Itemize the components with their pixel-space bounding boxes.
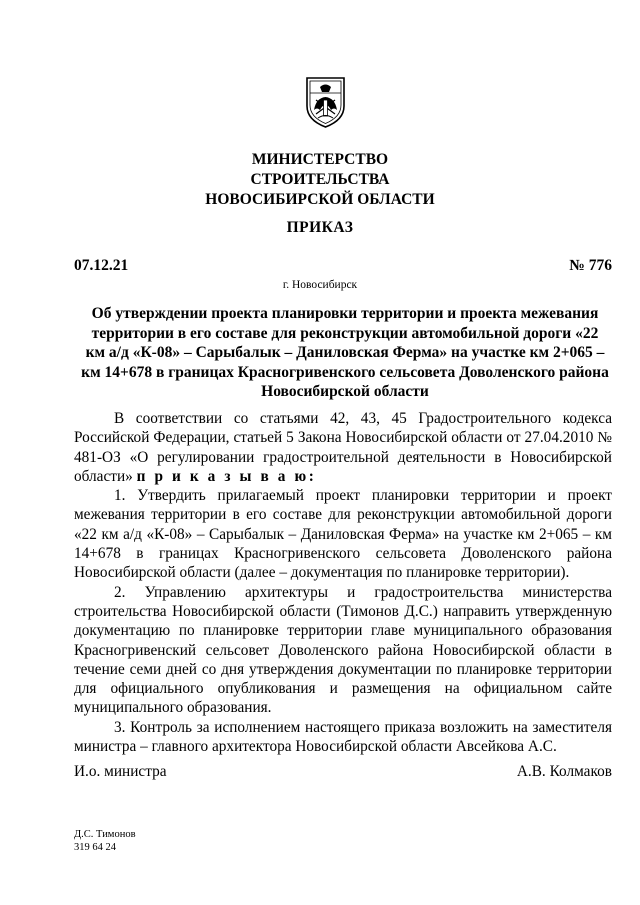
order-body bbox=[74, 409, 612, 756]
executor-phone: 319 64 24 bbox=[74, 842, 116, 853]
executor-info bbox=[74, 828, 136, 854]
preamble-paragraph bbox=[74, 409, 612, 486]
ministry-line-3: НОВОСИБИРСКОЙ ОБЛАСТИ bbox=[205, 191, 435, 208]
signatory-name: А.В. Колмаков bbox=[516, 763, 612, 780]
ministry-name bbox=[0, 150, 640, 210]
order-date: 07.12.21 bbox=[74, 257, 129, 274]
executor-name: Д.С. Тимонов bbox=[74, 829, 136, 840]
order-item-2: 2. Управлению архитектуры и градостроительства министерства строительства Новосибирской области (Тимонов Д.С.) направить утвержденную документацию по планировке территории главе муниципального образования Красногривенский сельсовет Доволенского района Новосибирской области в течение семи дней со дня утверждения документации по планировке территории для официального опубликования и размещения на официальном сайте муниципального образования. bbox=[74, 583, 612, 717]
ministry-line-1: МИНИСТЕРСТВО bbox=[251, 151, 389, 168]
ministry-line-2: СТРОИТЕЛЬСТВА bbox=[250, 171, 390, 188]
city: г. Новосибирск bbox=[282, 279, 358, 291]
order-item-3: 3. Контроль за исполнением настоящего приказа возложить на заместителя министра – главного архитектора Новосибирской области Авсейкова А.С. bbox=[74, 718, 612, 756]
novosibirsk-coat-of-arms-icon bbox=[304, 76, 347, 129]
order-colon: : bbox=[308, 467, 314, 485]
order-number: № 776 bbox=[569, 257, 612, 274]
order-subject: Об утверждении проекта планировки территории и проекта межевания территории в его составе для реконструкции автомобильной дороги «22 км а/д «К-08» – Сарыбалык – Даниловская Ферма» на участке км 2+065 – км 14+678 в границах Красногривенского сельсовета Доволенского района Новосибирской области bbox=[81, 305, 609, 401]
signatory-position: И.о. министра bbox=[74, 763, 167, 780]
order-word: п р и к а з ы в а ю bbox=[136, 467, 309, 485]
preamble-text: В соответствии со статьями 42, 43, 45 Градостроительного кодекса Российской Федерации, статьей 5 Закона Новосибирской области от 27.04.2010 № 481-ОЗ «О регулировании градостроительной деятельности в Новосибирской области» bbox=[74, 410, 612, 485]
document-type: ПРИКАЗ bbox=[286, 219, 354, 236]
order-item-1: 1. Утвердить прилагаемый проект планировки территории и проект межевания территории в его составе для реконструкции автомобильной дороги «22 км а/д «К-08» – Сарыбалык – Даниловская Ферма» на участке км 2+065 – км 14+678 в границах Красногривенского сельсовета Доволенского района Новосибирской области (далее – документация по планировке территории). bbox=[74, 487, 612, 582]
